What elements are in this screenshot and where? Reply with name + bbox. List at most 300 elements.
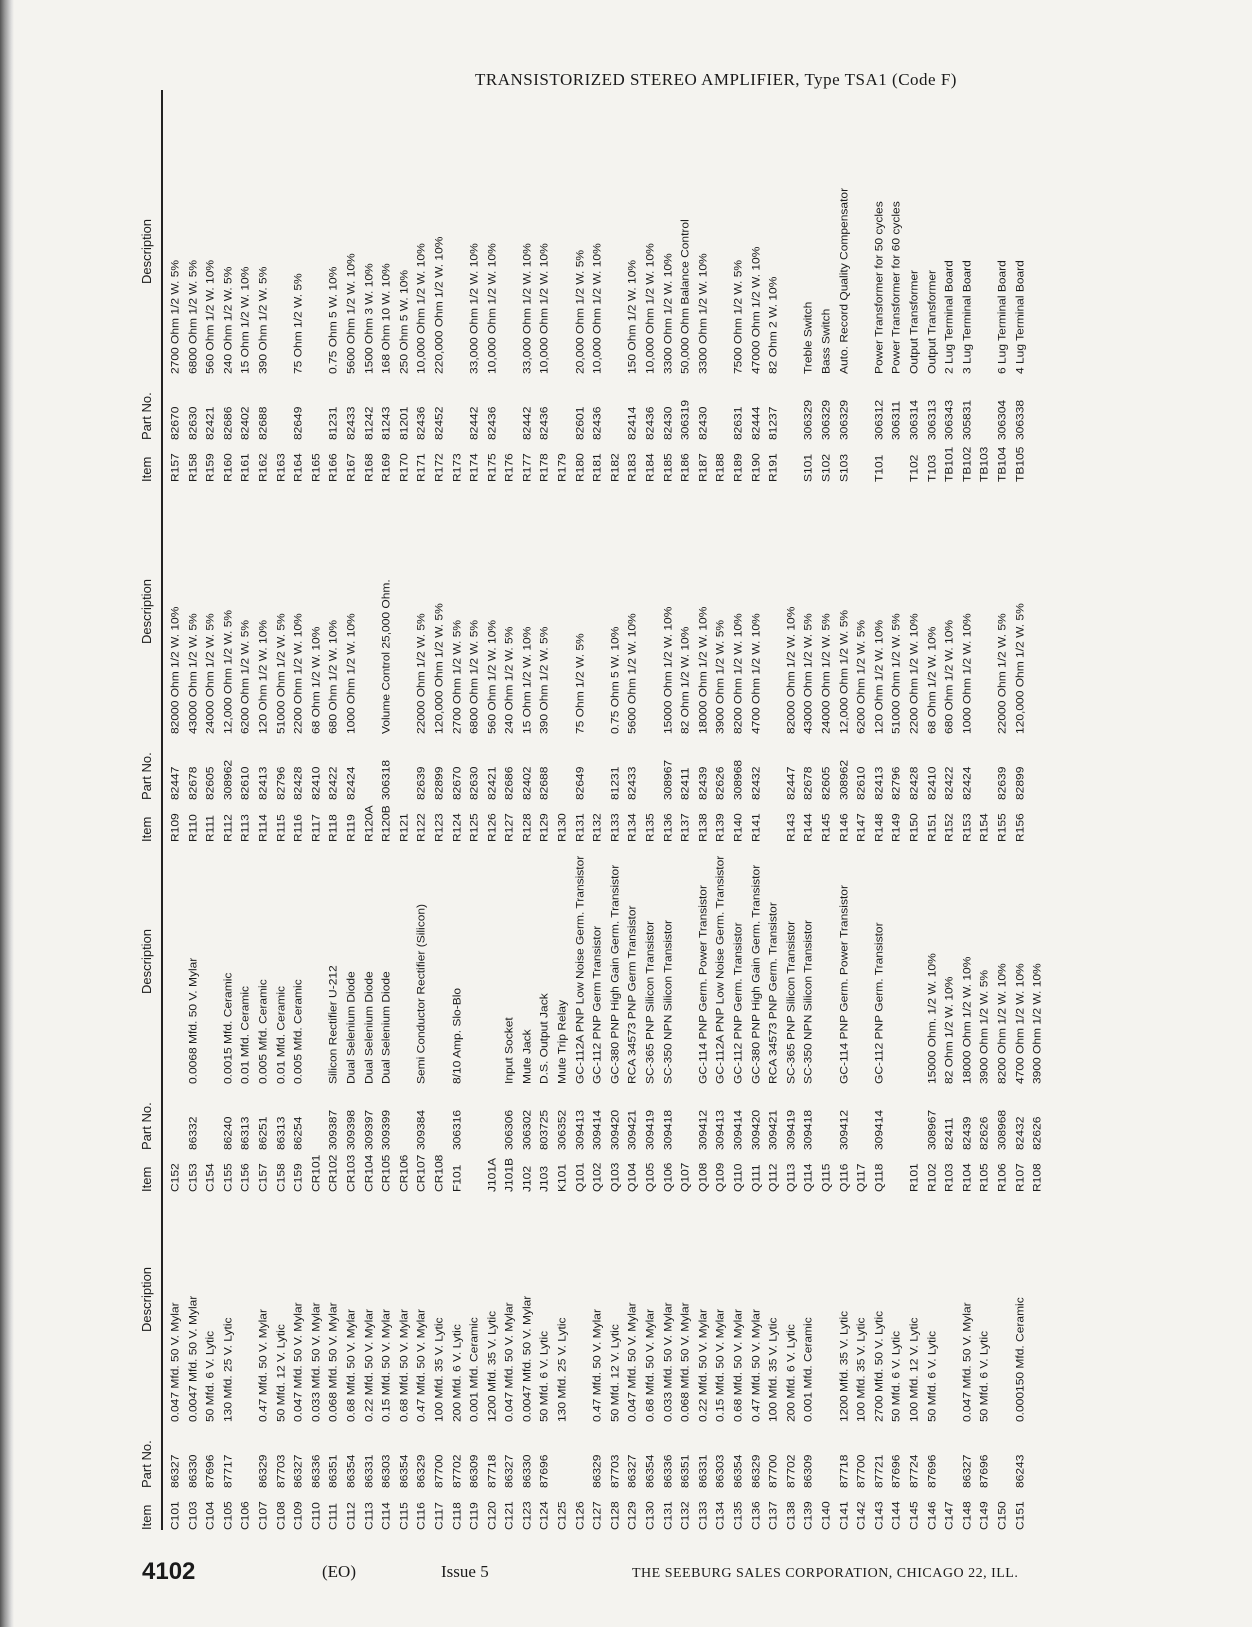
- part-number-cell: 87724: [907, 1454, 921, 1488]
- description-cell: 0.68 Mfd. 50 V. Mylar: [344, 1309, 358, 1422]
- description-cell: 4 Lug Terminal Board: [1013, 260, 1027, 374]
- item-cell: R181: [590, 453, 604, 482]
- part-number-cell: 308967: [661, 759, 675, 800]
- table-row: [449, 90, 465, 1530]
- item-cell: R114: [256, 814, 270, 842]
- table-row: [432, 90, 448, 1530]
- item-cell: R109: [168, 813, 182, 842]
- part-number-cell: 81242: [362, 406, 376, 440]
- item-cell: C106: [238, 1501, 252, 1530]
- table-row: [414, 90, 430, 1530]
- description-cell: Output Transformer: [907, 269, 921, 374]
- item-cell: R110: [186, 814, 200, 842]
- part-number-cell: 82421: [203, 406, 217, 440]
- description-cell: 1200 Mfd. 35 V. Lytic: [485, 1310, 499, 1422]
- part-number-cell: 82678: [186, 766, 200, 800]
- item-cell: C114: [379, 1502, 393, 1530]
- item-cell: R111: [203, 815, 217, 842]
- description-cell: 6800 Ohm 1/2 W. 5%: [186, 259, 200, 374]
- part-number-cell: 82670: [450, 766, 464, 800]
- part-number-cell: 306343: [942, 399, 956, 440]
- table-row: [379, 90, 395, 1530]
- description-cell: 6200 Ohm 1/2 W. 5%: [854, 619, 868, 734]
- column-header: Part No.: [139, 752, 154, 800]
- item-cell: C158: [274, 1163, 288, 1192]
- part-number-cell: 86351: [678, 1454, 692, 1488]
- column-header: Part No.: [139, 1102, 154, 1150]
- item-cell: Q106: [661, 1162, 675, 1192]
- item-cell: R173: [450, 453, 464, 482]
- column-header: Part No.: [139, 1440, 154, 1488]
- item-cell: R123: [432, 813, 446, 842]
- item-cell: Q111: [749, 1164, 763, 1192]
- description-cell: 0.033 Mfd. 50 V. Mylar: [309, 1302, 323, 1422]
- page-footer: [0, 1558, 1252, 1598]
- item-cell: Q112: [766, 1163, 780, 1192]
- description-cell: GC-380 PNP High Gain Germ. Transistor: [608, 864, 622, 1084]
- description-cell: 0.01 Mfd. Ceramic: [274, 985, 288, 1084]
- item-cell: C151: [1013, 1501, 1027, 1530]
- part-number-cell: 87696: [203, 1454, 217, 1488]
- item-cell: C125: [555, 1501, 569, 1530]
- item-cell: R134: [626, 813, 639, 842]
- company-name: THE SEEBURG SALES CORPORATION, CHICAGO 22, ILL.: [632, 1566, 1019, 1581]
- part-number-cell: 86331: [362, 1454, 376, 1488]
- description-cell: 82000 Ohm 1/2 W. 10%: [784, 606, 798, 734]
- description-cell: Dual Selenium Diode: [362, 971, 376, 1084]
- description-cell: 12,000 Ohm 1/2 W. 5%: [837, 609, 851, 734]
- description-cell: 240 Ohm 1/2 W. 5%: [221, 266, 235, 374]
- description-cell: Volume Control 25,000 Ohm.: [379, 579, 393, 734]
- description-cell: 168 Ohm 10 W. 10%: [379, 263, 393, 374]
- table-row: [942, 90, 958, 1530]
- column-header: Item: [139, 816, 154, 842]
- table-row: [484, 90, 500, 1530]
- table-row: [801, 90, 817, 1530]
- item-cell: R120B: [379, 805, 393, 842]
- item-cell: CR102: [326, 1154, 340, 1192]
- table-row: [590, 90, 606, 1530]
- part-number-cell: 82626: [977, 1116, 991, 1150]
- description-cell: 250 Ohm 5 W. 10%: [397, 269, 411, 374]
- table-row: [696, 90, 712, 1530]
- description-cell: 1000 Ohm 1/2 W. 10%: [344, 613, 358, 734]
- item-cell: R102: [925, 1163, 939, 1192]
- part-number-cell: 82433: [626, 766, 639, 800]
- description-cell: 15 Ohm 1/2 W. 10%: [238, 266, 252, 374]
- part-number-cell: 82422: [326, 766, 340, 800]
- part-number-cell: 86243: [1013, 1454, 1027, 1488]
- table-row: [273, 90, 289, 1530]
- item-cell: C156: [238, 1163, 252, 1192]
- part-number-cell: 81201: [397, 406, 411, 440]
- part-number-cell: 86354: [731, 1454, 745, 1488]
- description-cell: 0.047 Mfd. 50 V. Mylar: [168, 1302, 182, 1422]
- part-number-cell: 82670: [168, 406, 182, 440]
- part-number-cell: 82601: [573, 406, 587, 440]
- description-cell: 33,000 Ohm 1/2 W. 10%: [467, 243, 481, 374]
- description-cell: 8/10 Amp. Slo-Blo: [450, 987, 464, 1084]
- item-cell: R163: [274, 453, 288, 482]
- item-cell: R170: [397, 453, 411, 482]
- description-cell: 0.068 Mfd. 50 V. Mylar: [326, 1302, 340, 1422]
- item-cell: R112: [221, 814, 235, 842]
- description-cell: Mute Jack: [520, 1029, 534, 1084]
- table-row: [185, 90, 201, 1530]
- part-number-cell: 309419: [643, 1109, 657, 1150]
- description-cell: 50 Mfd. 6 V. Lytic: [203, 1330, 217, 1422]
- description-cell: Bass Switch: [819, 308, 833, 374]
- part-number-cell: 309397: [362, 1109, 376, 1150]
- description-cell: 0.22 Mfd. 50 V. Mylar: [362, 1309, 376, 1422]
- table-row: [220, 90, 236, 1530]
- description-cell: Dual Selenium Diode: [379, 971, 393, 1084]
- description-cell: 3900 Ohm 1/2 W. 5%: [977, 969, 991, 1084]
- item-cell: C119: [467, 1502, 481, 1530]
- item-cell: R121: [397, 813, 411, 842]
- part-number-cell: 305831: [960, 399, 974, 440]
- item-cell: C111: [326, 1503, 340, 1530]
- description-cell: 0.005 Mfd. Ceramic: [291, 979, 305, 1084]
- description-cell: 6800 Ohm 1/2 W. 5%: [467, 619, 481, 734]
- part-number-cell: 87702: [784, 1454, 798, 1488]
- item-cell: C109: [291, 1501, 305, 1530]
- column-header: Part No.: [139, 392, 154, 440]
- part-number-cell: 308967: [925, 1109, 939, 1150]
- part-number-cell: 86351: [326, 1454, 340, 1488]
- item-cell: R164: [291, 453, 305, 482]
- item-cell: C130: [643, 1501, 657, 1530]
- table-row: [819, 90, 835, 1530]
- description-cell: SC-350 NPN Silicon Transistor: [661, 919, 675, 1084]
- part-number-cell: 86327: [626, 1454, 639, 1488]
- item-cell: S102: [819, 453, 833, 482]
- part-number-cell: 309399: [379, 1109, 393, 1150]
- item-cell: CR106: [397, 1154, 411, 1192]
- item-cell: R151: [925, 813, 939, 842]
- table-row: [713, 90, 729, 1530]
- parts-table: [135, 90, 1135, 1530]
- item-cell: C113: [362, 1502, 376, 1530]
- item-cell: R105: [977, 1163, 991, 1192]
- part-number-cell: 82605: [203, 766, 217, 800]
- part-number-cell: 86332: [186, 1116, 200, 1150]
- part-number-cell: 309420: [608, 1109, 622, 1150]
- part-number-cell: 306304: [995, 399, 1009, 440]
- description-cell: 0.0015 Mfd. Ceramic: [221, 972, 235, 1084]
- item-cell: R137: [678, 813, 692, 842]
- item-cell: C123: [520, 1501, 534, 1530]
- item-cell: R165: [309, 453, 323, 482]
- table-body: [167, 90, 1047, 1530]
- item-cell: C115: [397, 1502, 411, 1530]
- item-cell: C120: [485, 1501, 499, 1530]
- part-number-cell: 86354: [397, 1454, 411, 1488]
- item-cell: R150: [907, 813, 921, 842]
- part-number-cell: 81243: [379, 406, 393, 440]
- item-cell: Q108: [696, 1162, 710, 1192]
- description-cell: 0.47 Mfd. 50 V. Mylar: [590, 1309, 604, 1422]
- item-cell: R172: [432, 453, 446, 482]
- description-cell: Silicon Rectifier U-212: [326, 965, 340, 1084]
- item-cell: R146: [837, 813, 851, 842]
- description-cell: 200 Mfd. 6 V. Lytic: [784, 1324, 798, 1422]
- part-number-cell: 309419: [784, 1109, 798, 1150]
- item-cell: K101: [555, 1163, 569, 1192]
- description-cell: 2700 Mfd. 50 V. Lytic: [872, 1310, 886, 1422]
- description-cell: Treble Switch: [801, 301, 815, 374]
- part-number-cell: 82626: [1030, 1116, 1044, 1150]
- item-cell: R126: [485, 813, 499, 842]
- description-cell: 10,000 Ohm 1/2 W. 10%: [643, 243, 657, 374]
- part-number-cell: 82402: [238, 406, 252, 440]
- item-cell: R159: [203, 453, 217, 482]
- description-cell: 0.001 Mfd. Ceramic: [801, 1317, 815, 1422]
- table-row: [361, 90, 377, 1530]
- part-number-cell: 86313: [274, 1116, 288, 1150]
- description-cell: 24000 Ohm 1/2 W. 5%: [203, 613, 217, 734]
- description-cell: 0.0047 Mfd. 50 V. Mylar: [186, 1295, 200, 1422]
- part-number-cell: 87696: [925, 1454, 939, 1488]
- description-cell: 18000 Ohm 1/2 W. 10%: [960, 956, 974, 1084]
- item-cell: R141: [749, 813, 763, 842]
- part-number-cell: 803725: [538, 1109, 551, 1150]
- part-number-cell: 82424: [960, 766, 974, 800]
- description-cell: 10,000 Ohm 1/2 W. 10%: [590, 243, 604, 374]
- table-row: [344, 90, 360, 1530]
- item-cell: R127: [502, 813, 516, 842]
- description-cell: 560 Ohm 1/2 W. 10%: [485, 619, 499, 734]
- description-cell: 50,000 Ohm Balance Control: [678, 219, 692, 374]
- description-cell: GC-112A PNP Low Noise Germ. Transistor: [573, 855, 587, 1084]
- part-number-cell: 82436: [538, 406, 551, 440]
- item-cell: C112: [344, 1502, 358, 1530]
- part-number-cell: 82428: [291, 766, 305, 800]
- description-cell: 2200 Ohm 1/2 W. 10%: [291, 613, 305, 734]
- description-cell: 2200 Ohm 1/2 W. 10%: [907, 613, 921, 734]
- part-number-cell: 309413: [573, 1109, 587, 1150]
- description-cell: 22000 Ohm 1/2 W. 5%: [414, 613, 428, 734]
- item-cell: R129: [538, 813, 551, 842]
- part-number-cell: 82402: [520, 766, 534, 800]
- table-row: [396, 90, 412, 1530]
- description-cell: Input Socket: [502, 1017, 516, 1084]
- description-cell: 0.047 Mfd. 50 V. Mylar: [626, 1302, 639, 1422]
- description-cell: 220,000 Ohm 1/2 W. 10%: [432, 236, 446, 374]
- column-header: Description: [139, 928, 154, 994]
- item-cell: TB102: [960, 446, 974, 482]
- part-number-cell: 82796: [889, 766, 903, 800]
- description-cell: D.S. Output Jack: [538, 993, 551, 1084]
- description-cell: 4700 Ohm 1/2 W. 10%: [1013, 963, 1027, 1084]
- item-cell: TB101: [942, 446, 956, 482]
- description-cell: 100 Mfd. 35 V. Lytic: [766, 1317, 780, 1422]
- description-cell: 0.047 Mfd. 50 V. Mylar: [291, 1302, 305, 1422]
- item-cell: R103: [942, 1163, 956, 1192]
- description-cell: 0.15 Mfd. 50 V. Mylar: [714, 1309, 727, 1422]
- part-number-cell: 309420: [749, 1109, 763, 1150]
- description-cell: 10,000 Ohm 1/2 W. 10%: [485, 243, 499, 374]
- table-row: [467, 90, 483, 1530]
- item-cell: C142: [854, 1501, 868, 1530]
- item-cell: C137: [766, 1501, 780, 1530]
- description-cell: Output Transformer: [925, 269, 939, 374]
- item-cell: C150: [995, 1501, 1009, 1530]
- item-cell: R184: [643, 453, 657, 482]
- part-number-cell: 306314: [907, 399, 921, 440]
- part-number-cell: 86329: [256, 1454, 270, 1488]
- item-cell: CR103: [344, 1154, 358, 1192]
- part-number-cell: 82630: [467, 766, 481, 800]
- part-number-cell: 86254: [291, 1116, 305, 1150]
- column-header: Item: [139, 456, 154, 482]
- item-cell: C135: [731, 1501, 745, 1530]
- item-cell: S103: [837, 453, 851, 482]
- part-number-cell: 87700: [432, 1454, 446, 1488]
- description-cell: 0.047 Mfd. 50 V. Mylar: [960, 1302, 974, 1422]
- part-number-cell: 82899: [1013, 766, 1027, 800]
- part-number-cell: 309418: [801, 1109, 815, 1150]
- description-cell: 0.75 Ohm 5 W. 10%: [326, 266, 340, 374]
- description-cell: 8200 Ohm 1/2 W. 10%: [995, 963, 1009, 1084]
- item-cell: R156: [1013, 813, 1027, 842]
- item-cell: CR104: [362, 1154, 376, 1192]
- part-number-cell: 306313: [925, 399, 939, 440]
- part-number-cell: 309421: [626, 1109, 639, 1150]
- part-number-cell: 82688: [538, 766, 551, 800]
- column-header: Item: [139, 1504, 154, 1530]
- part-number-cell: 308962: [837, 759, 851, 800]
- item-cell: R166: [326, 453, 340, 482]
- item-cell: C147: [942, 1501, 956, 1530]
- item-cell: F101: [450, 1164, 464, 1192]
- description-cell: 82 Ohm 2 W. 10%: [766, 276, 780, 374]
- description-cell: 47000 Ohm 1/2 W. 10%: [749, 246, 763, 374]
- item-cell: Q113: [784, 1163, 798, 1192]
- item-cell: R147: [854, 813, 868, 842]
- description-cell: 10,000 Ohm 1/2 W. 10%: [414, 243, 428, 374]
- description-cell: GC-380 PNP High Gain Germ. Transistor: [749, 864, 763, 1084]
- item-cell: R143: [784, 813, 798, 842]
- table-row: [871, 90, 887, 1530]
- table-row: [1030, 90, 1046, 1530]
- description-cell: 50 Mfd. 6 V. Lytic: [925, 1330, 939, 1422]
- description-cell: 0.068 Mfd. 50 V. Mylar: [678, 1302, 692, 1422]
- item-cell: C159: [291, 1163, 305, 1192]
- part-number-cell: 82436: [590, 406, 604, 440]
- part-number-cell: 81231: [608, 766, 622, 800]
- table-row: [907, 90, 923, 1530]
- part-number-cell: 308968: [731, 759, 745, 800]
- item-cell: R148: [872, 813, 886, 842]
- column-header: Description: [139, 218, 154, 284]
- part-number-cell: 82436: [643, 406, 657, 440]
- item-cell: J103: [538, 1165, 551, 1192]
- description-cell: 3900 Ohm 1/2 W. 10%: [1030, 963, 1044, 1084]
- description-cell: Semi Conductor Rectifier (Silicon): [414, 903, 428, 1084]
- item-cell: C140: [819, 1501, 833, 1530]
- description-cell: 1500 Ohm 3 W. 10%: [362, 263, 376, 374]
- item-cell: R108: [1030, 1163, 1044, 1192]
- part-number-cell: 82639: [414, 766, 428, 800]
- item-cell: R160: [221, 453, 235, 482]
- item-cell: C124: [538, 1501, 551, 1530]
- item-cell: J101A: [485, 1157, 499, 1192]
- item-cell: C149: [977, 1501, 991, 1530]
- item-cell: C108: [274, 1501, 288, 1530]
- item-cell: R190: [749, 453, 763, 482]
- part-number-cell: 87696: [889, 1454, 903, 1488]
- item-cell: Q114: [801, 1163, 815, 1192]
- part-number-cell: 82410: [309, 766, 323, 800]
- item-cell: C105: [221, 1501, 235, 1530]
- description-cell: 51000 Ohm 1/2 W. 5%: [889, 613, 903, 734]
- description-cell: SC-365 PNP Silicon Transistor: [643, 920, 657, 1084]
- part-number-cell: 306311: [889, 400, 903, 440]
- part-number-cell: 82442: [467, 406, 481, 440]
- part-number-cell: 308968: [995, 1109, 1009, 1150]
- description-cell: 4700 Ohm 1/2 W. 10%: [749, 613, 763, 734]
- description-cell: RCA 34573 PNP Germ Transistor: [626, 905, 639, 1084]
- part-number-cell: 82688: [256, 406, 270, 440]
- part-number-cell: 309412: [696, 1109, 710, 1150]
- description-cell: 100 Mfd. 35 V. Lytic: [854, 1317, 868, 1422]
- part-number-cell: 87703: [274, 1454, 288, 1488]
- item-cell: R177: [520, 453, 534, 482]
- table-row: [924, 90, 940, 1530]
- description-cell: 560 Ohm 1/2 W. 10%: [203, 259, 217, 374]
- item-cell: C127: [590, 1501, 604, 1530]
- description-cell: 0.005 Mfd. Ceramic: [256, 979, 270, 1084]
- part-number-cell: 82605: [819, 766, 833, 800]
- item-cell: R180: [573, 453, 587, 482]
- part-number-cell: 306302: [520, 1109, 534, 1150]
- description-cell: 82 Ohm 1/2 W. 10%: [678, 626, 692, 734]
- item-cell: C154: [203, 1163, 217, 1192]
- item-cell: R168: [362, 453, 376, 482]
- description-cell: 50 Mfd. 12 V. Lytic: [274, 1324, 288, 1422]
- description-cell: Mute Trip Relay: [555, 999, 569, 1084]
- part-number-cell: 82436: [414, 406, 428, 440]
- item-cell: TB103: [977, 446, 991, 482]
- item-cell: C152: [168, 1163, 182, 1192]
- description-cell: 0.75 Ohm 5 W. 10%: [608, 626, 622, 734]
- item-cell: C138: [784, 1501, 798, 1530]
- part-number-cell: 82899: [432, 766, 446, 800]
- part-number-cell: 86303: [379, 1454, 393, 1488]
- item-cell: R135: [643, 813, 657, 842]
- part-number-cell: 309418: [661, 1109, 675, 1150]
- item-cell: C133: [696, 1501, 710, 1530]
- description-cell: 50 Mfd. 12 V. Lytic: [608, 1324, 622, 1422]
- item-cell: R131: [573, 813, 587, 842]
- item-cell: C118: [450, 1502, 464, 1530]
- table-row: [731, 90, 747, 1530]
- item-cell: R138: [696, 813, 710, 842]
- item-cell: C128: [608, 1501, 622, 1530]
- item-cell: C121: [502, 1501, 516, 1530]
- part-number-cell: 309384: [414, 1109, 428, 1150]
- part-number-cell: 309414: [590, 1109, 604, 1150]
- part-number-cell: 306352: [555, 1109, 569, 1150]
- item-cell: R191: [766, 453, 780, 482]
- item-cell: R185: [661, 453, 675, 482]
- part-number-cell: 306312: [872, 399, 886, 440]
- table-row: [326, 90, 342, 1530]
- description-cell: 82 Ohm 1/2 W. 10%: [942, 976, 956, 1084]
- description-cell: 680 Ohm 1/2 W. 10%: [326, 619, 340, 734]
- part-number-cell: 306316: [450, 1109, 464, 1150]
